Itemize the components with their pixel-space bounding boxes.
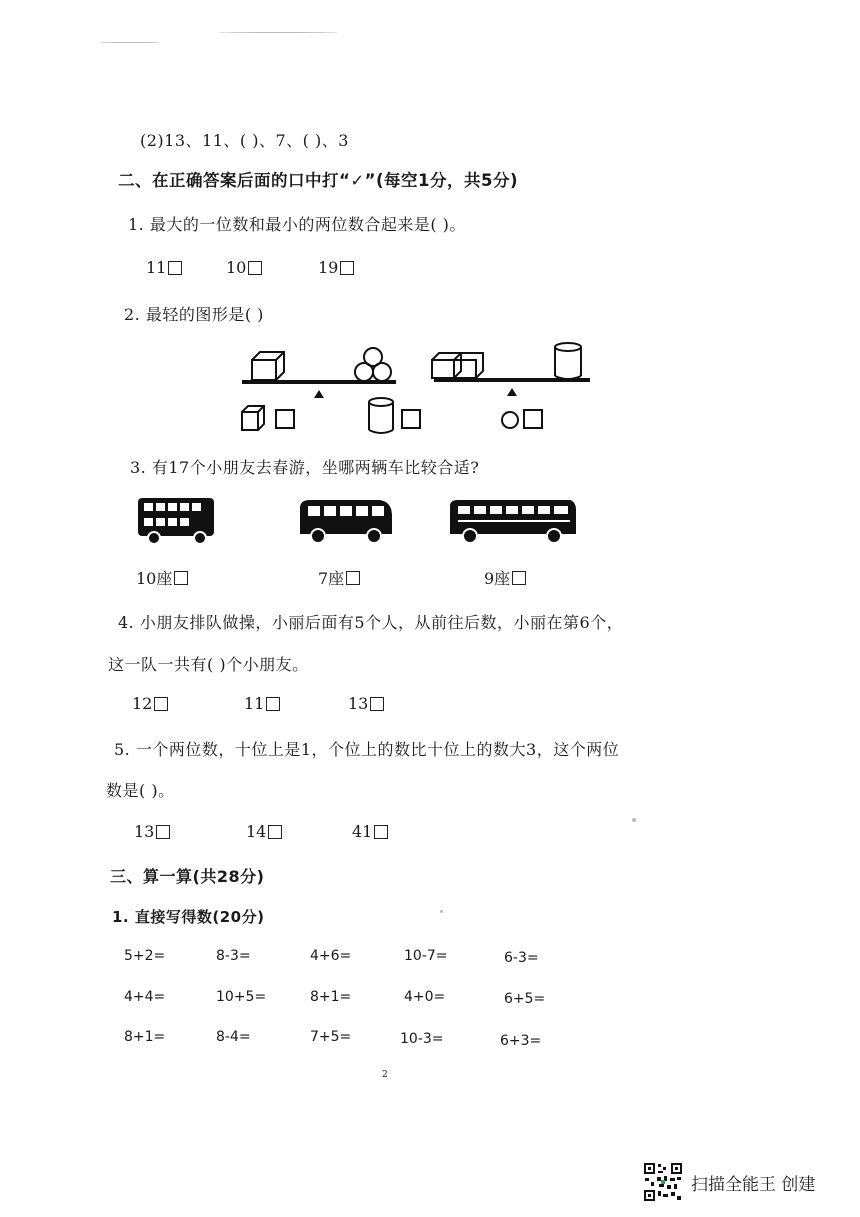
calc-item: 8+1= [310,989,352,1005]
q3-option-a[interactable] [136,566,188,589]
q4-option-a[interactable] [132,694,168,713]
q4-option-c[interactable] [348,694,384,713]
page-number: 2 [382,1070,389,1080]
q2-text: 2. 最轻的图形是( ) [124,305,264,324]
calc-item: 6+5= [504,991,546,1007]
calc-item: 6-3= [504,950,539,966]
section2-heading: 二、在正确答案后面的口中打“✓”(每空1分，共5分) [118,171,519,190]
scanner-watermark [643,1162,815,1202]
calc-item: 10-7= [404,948,448,964]
scan-noise [218,32,338,33]
qr-code-icon [643,1162,683,1202]
checkbox[interactable] [370,697,384,711]
q5-line2: 数是( )。 [106,781,175,800]
q1-option-a[interactable] [146,258,182,277]
q3-option-b-label: 7座 [318,569,345,588]
checkbox[interactable] [340,261,354,275]
sequence-question-2: (2)13、11、( )、7、( )、3 [140,131,349,150]
coach-bus-icon [446,494,580,546]
q1-option-c[interactable] [318,258,354,277]
scan-noise [100,42,160,43]
q3-text: 3. 有17个小朋友去春游，坐哪两辆车比较合适? [130,458,480,477]
q5-option-a-label: 13 [134,822,155,841]
checkbox[interactable] [512,571,526,585]
q4-line1: 4. 小朋友排队做操，小丽后面有5个人，从前往后数，小丽在第6个， [118,613,624,632]
q5-option-c[interactable] [352,822,388,841]
calc-item: 10+5= [216,989,267,1005]
q1-option-a-label: 11 [146,258,167,277]
section3-heading: 三、算一算(共28分) [110,867,265,886]
checkbox[interactable] [346,571,360,585]
q4-option-b[interactable] [244,694,280,713]
q5-option-a[interactable] [134,822,170,841]
checkbox[interactable] [268,825,282,839]
checkbox[interactable] [154,697,168,711]
double-decker-bus-icon [134,494,218,546]
balance-scales-figure [226,330,606,440]
calc-item: 8-3= [216,948,251,964]
q1-text: 1. 最大的一位数和最小的两位数合起来是( )。 [128,215,466,234]
calc-item: 8-4= [216,1029,251,1045]
checkbox[interactable] [374,825,388,839]
q5-line1: 5. 一个两位数，十位上是1，个位上的数比十位上的数大3，这个两位 [114,740,620,759]
q3-option-a-label: 10座 [136,569,173,588]
q3-option-b[interactable] [318,566,360,589]
checkbox[interactable] [168,261,182,275]
calc-item: 8+1= [124,1029,166,1045]
section3-sub1: 1. 直接写得数(20分) [112,908,265,926]
q1-option-b-label: 10 [226,258,247,277]
calc-item: 4+4= [124,989,166,1005]
q4-line2: 这一队一共有( )个小朋友。 [108,655,309,674]
q3-option-c[interactable] [484,566,526,589]
calc-item: 4+0= [404,989,446,1005]
minibus-icon [294,494,396,546]
q4-option-b-label: 11 [244,694,265,713]
q5-option-b-label: 14 [246,822,267,841]
q3-option-c-label: 9座 [484,569,511,588]
checkbox[interactable] [174,571,188,585]
scan-noise [632,818,636,822]
q1-option-c-label: 19 [318,258,339,277]
checkbox[interactable] [156,825,170,839]
checkbox[interactable] [248,261,262,275]
q4-option-a-label: 12 [132,694,153,713]
q5-option-b[interactable] [246,822,282,841]
q4-option-c-label: 13 [348,694,369,713]
calc-item: 5+2= [124,948,166,964]
calc-item: 7+5= [310,1029,352,1045]
q1-option-b[interactable] [226,258,262,277]
calc-item: 10-3= [400,1031,444,1047]
scanner-brand-text: 扫描全能王 创建 [691,1174,816,1195]
q5-option-c-label: 41 [352,822,373,841]
calc-item: 4+6= [310,948,352,964]
checkbox[interactable] [266,697,280,711]
scan-noise [440,910,443,913]
calc-item: 6+3= [500,1033,542,1049]
